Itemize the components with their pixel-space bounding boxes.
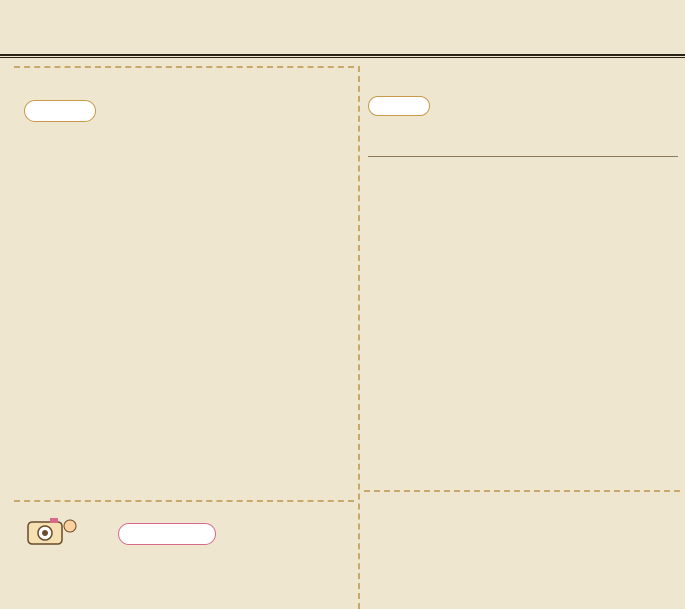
right-top-col1: [368, 164, 516, 482]
header-rule-thin: [0, 57, 685, 58]
page-header: [0, 0, 685, 52]
small-reporter-tag: [118, 523, 216, 545]
left-bottom-divider: [14, 500, 354, 502]
left-top-divider: [14, 66, 354, 68]
camera-icon: [20, 510, 80, 550]
left-story-tag: [24, 100, 96, 122]
column-divider: [358, 66, 360, 609]
right-mid-divider: [364, 490, 680, 492]
left-story-body: [113, 98, 351, 476]
right-top-col2: [528, 164, 678, 374]
header-rule: [0, 54, 685, 56]
camera-illustration: [20, 510, 80, 550]
right-top-tag: [368, 96, 430, 116]
right-top-headline-rule: [368, 156, 678, 157]
